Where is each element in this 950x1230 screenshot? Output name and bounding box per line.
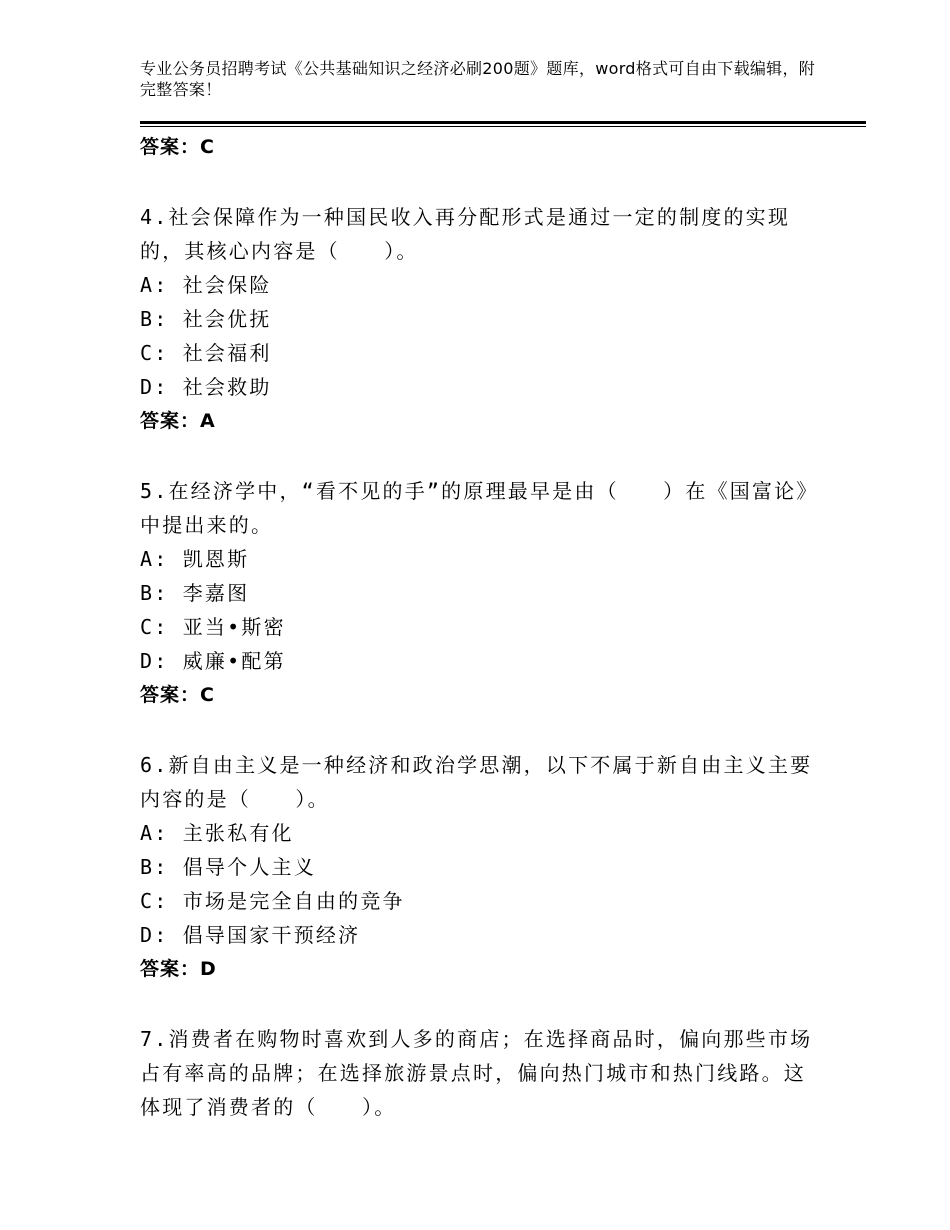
- option-a: A: 凯恩斯: [140, 547, 250, 571]
- answer-line: [140, 130, 820, 164]
- option-b: B: 社会优抚: [140, 307, 272, 331]
- document-header: 专业公务员招聘考试《公共基础知识之经济必刷200题》题库，word格式可自由下载编辑，附完整答案！: [140, 59, 816, 99]
- question-stem: 5.在经济学中，“看不见的手”的原理最早是由（ ）在《国富论》中提出来的。: [140, 479, 819, 537]
- option-d: D: 倡导国家干预经济: [140, 923, 361, 947]
- option-c: C: 社会福利: [140, 341, 272, 365]
- answer-value: A: [200, 410, 216, 432]
- answer-label: 答案：: [140, 684, 201, 706]
- document-body: [140, 130, 820, 1124]
- answer-label: 答案：: [140, 136, 201, 158]
- answer-line: [140, 952, 820, 986]
- question-item: [140, 1022, 820, 1124]
- answer-label: 答案：: [140, 958, 201, 980]
- answer-line: [140, 404, 820, 438]
- answer-value: D: [200, 958, 217, 980]
- answer-line: [140, 678, 820, 712]
- header-divider-thin: [140, 126, 866, 127]
- option-b: B: 李嘉图: [140, 581, 250, 605]
- option-c: C: 亚当•斯密: [140, 615, 286, 639]
- question-stem: 4.社会保障作为一种国民收入再分配形式是通过一定的制度的实现的，其核心内容是（ ）。: [140, 205, 791, 263]
- question-item: [140, 474, 820, 712]
- option-c: C: 市场是完全自由的竞争: [140, 889, 405, 913]
- header-divider-thick: [140, 121, 866, 124]
- option-d: D: 社会救助: [140, 375, 272, 399]
- answer-label: 答案：: [140, 410, 201, 432]
- answer-value: C: [200, 136, 215, 158]
- question-stem: 6.新自由主义是一种经济和政治学思潮，以下不属于新自由主义主要内容的是（ ）。: [140, 753, 813, 811]
- question-item: [140, 200, 820, 438]
- option-a: A: 社会保险: [140, 273, 272, 297]
- question-item: [140, 748, 820, 986]
- question-stem: 7.消费者在购物时喜欢到人多的商店；在选择商品时，偏向那些市场占有率高的品牌；在选择旅游景点时，偏向热门城市和热门线路。这体现了消费者的（ ）。: [140, 1027, 813, 1119]
- option-a: A: 主张私有化: [140, 821, 294, 845]
- option-d: D: 威廉•配第: [140, 649, 286, 673]
- option-b: B: 倡导个人主义: [140, 855, 316, 879]
- answer-value: C: [200, 684, 215, 706]
